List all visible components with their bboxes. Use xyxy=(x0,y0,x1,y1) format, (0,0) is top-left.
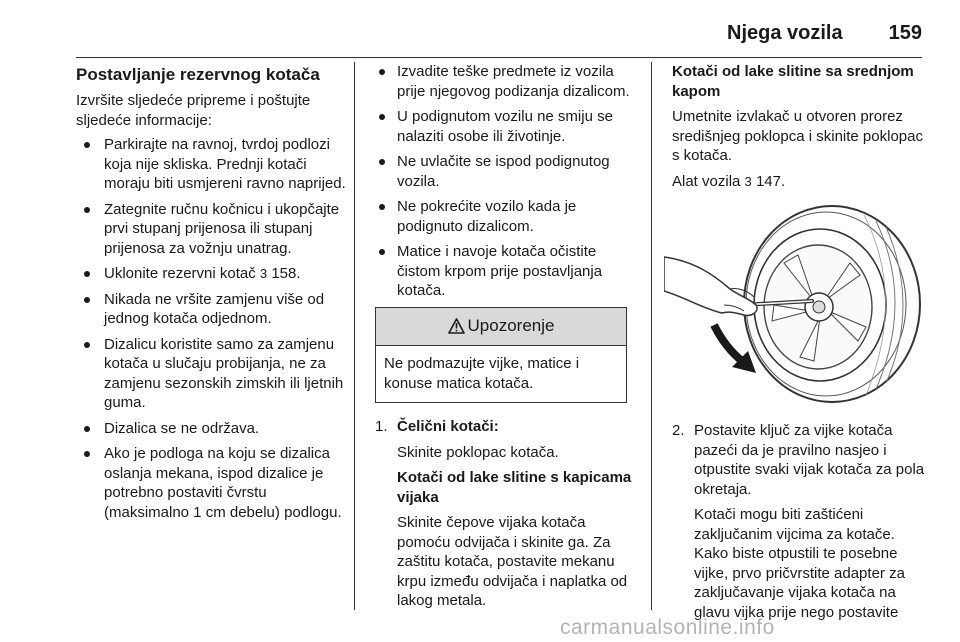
watermark: carmanualsonline.info xyxy=(560,616,775,639)
warning-title: Upozorenje xyxy=(467,315,555,335)
list-item: U podignutom vozilu ne smiju se nalaziti osobe ili životinje. xyxy=(375,107,633,146)
step-text: Postavite ključ za vijke kotača pazeći da je pravilno nasjeo i otpustite svaki vijak kotača za pola okretaja. xyxy=(694,422,925,498)
step-title: Čelični kotači: xyxy=(397,418,499,435)
column-divider-2 xyxy=(651,62,652,610)
warning-triangle-icon xyxy=(448,318,465,339)
step-1 xyxy=(375,417,633,611)
header-title: Njega vozila xyxy=(727,22,843,44)
page-number: 159 xyxy=(888,22,922,44)
list-item: Ako je podloga na koju se dizalica oslanja mekana, ispod dizalice je potrebno postaviti čvrstu (maksimalno 1 cm debelu) podlogu. xyxy=(76,444,350,522)
step-number: 1. xyxy=(375,418,388,435)
page-ref-arrow-icon: 3 xyxy=(259,266,268,281)
safety-list xyxy=(375,62,633,301)
step-text-continued: Kotači mogu biti zaštićeni zaključanim vijcima za kotače. Kako biste otpustili te posebne vijke, prvo pričvrstite adapter za zaključavanje vijaka kotača na glavu vijka prije nego postavite xyxy=(694,506,905,621)
list-item: Nikada ne vršite zamjenu više od jednog kotača odjednom. xyxy=(76,290,350,329)
list-item: Ne pokrećite vozilo kada je podignuto dizalicom. xyxy=(375,197,633,236)
list-item: Izvadite teške predmete iz vozila prije njegovog podizanja dizalicom. xyxy=(375,62,633,101)
warning-box xyxy=(375,307,627,404)
warning-header xyxy=(376,308,626,347)
warning-text: Ne podmazujte vijke, matice i konuse matica kotača. xyxy=(384,355,580,392)
column-1 xyxy=(76,62,350,528)
wheel-removal-illustration xyxy=(664,201,926,407)
step-subtext: Skinite čepove vijaka kotača pomoću odvijača i skinite ga. Za zaštitu kotača, postavite mekanu krpu između odvijača i naplatka od lakog metala. xyxy=(397,514,628,609)
list-item: Dizalicu koristite samo za zamjenu kotača u slučaju probijanja, ne za zamjenu sezonskih zimskih ili ljetnih guma. xyxy=(76,335,350,413)
list-item xyxy=(76,264,350,284)
subsection-title: Kotači od lake slitine sa srednjom kapom xyxy=(672,63,914,100)
step-text: Skinite poklopac kotača. xyxy=(397,443,559,461)
page-ref-arrow-icon: 3 xyxy=(744,173,752,189)
list-item: Matice i navoje kotača očistite čistom krpom prije postavljanja kotača. xyxy=(375,242,633,301)
page-ref[interactable]: 147. xyxy=(755,172,786,190)
section-title: Postavljanje rezervnog kotača xyxy=(76,65,320,84)
step-2 xyxy=(672,421,932,622)
column-3 xyxy=(672,62,932,628)
list-item: Ne uvlačite se ispod podignutog vozila. xyxy=(375,152,633,191)
step-number: 2. xyxy=(672,422,685,439)
intro-text: Izvršite sljedeće pripreme i poštujte sljedeće informacije: xyxy=(76,92,311,129)
page-ref[interactable]: 158. xyxy=(271,265,301,282)
page-header xyxy=(727,22,922,52)
preparation-list xyxy=(76,135,350,522)
list-item: Parkirajte na ravnoj, tvrdoj podlozi koja nije skliska. Prednji kotači moraju biti usmjereni ravno naprijed. xyxy=(76,135,350,194)
column-divider-1 xyxy=(354,62,355,610)
step-subtitle: Kotači od lake slitine s kapicama vijaka xyxy=(397,469,632,506)
subsection-text: Umetnite izvlakač u otvoren prorez središnjeg poklopca i skinite poklopac s kotača. xyxy=(672,108,923,164)
tool-reference xyxy=(672,172,932,192)
tool-ref-text: Alat vozila xyxy=(672,172,741,190)
column-2 xyxy=(375,62,633,617)
list-item: Zategnite ručnu kočnicu i ukopčajte prvi stupanj prijenosa ili stupanj prijenosa za vožnju unatrag. xyxy=(76,200,350,259)
header-divider xyxy=(76,57,922,58)
list-item-text: Uklonite rezervni kotač xyxy=(104,265,256,282)
list-item: Dizalica se ne održava. xyxy=(76,419,350,439)
